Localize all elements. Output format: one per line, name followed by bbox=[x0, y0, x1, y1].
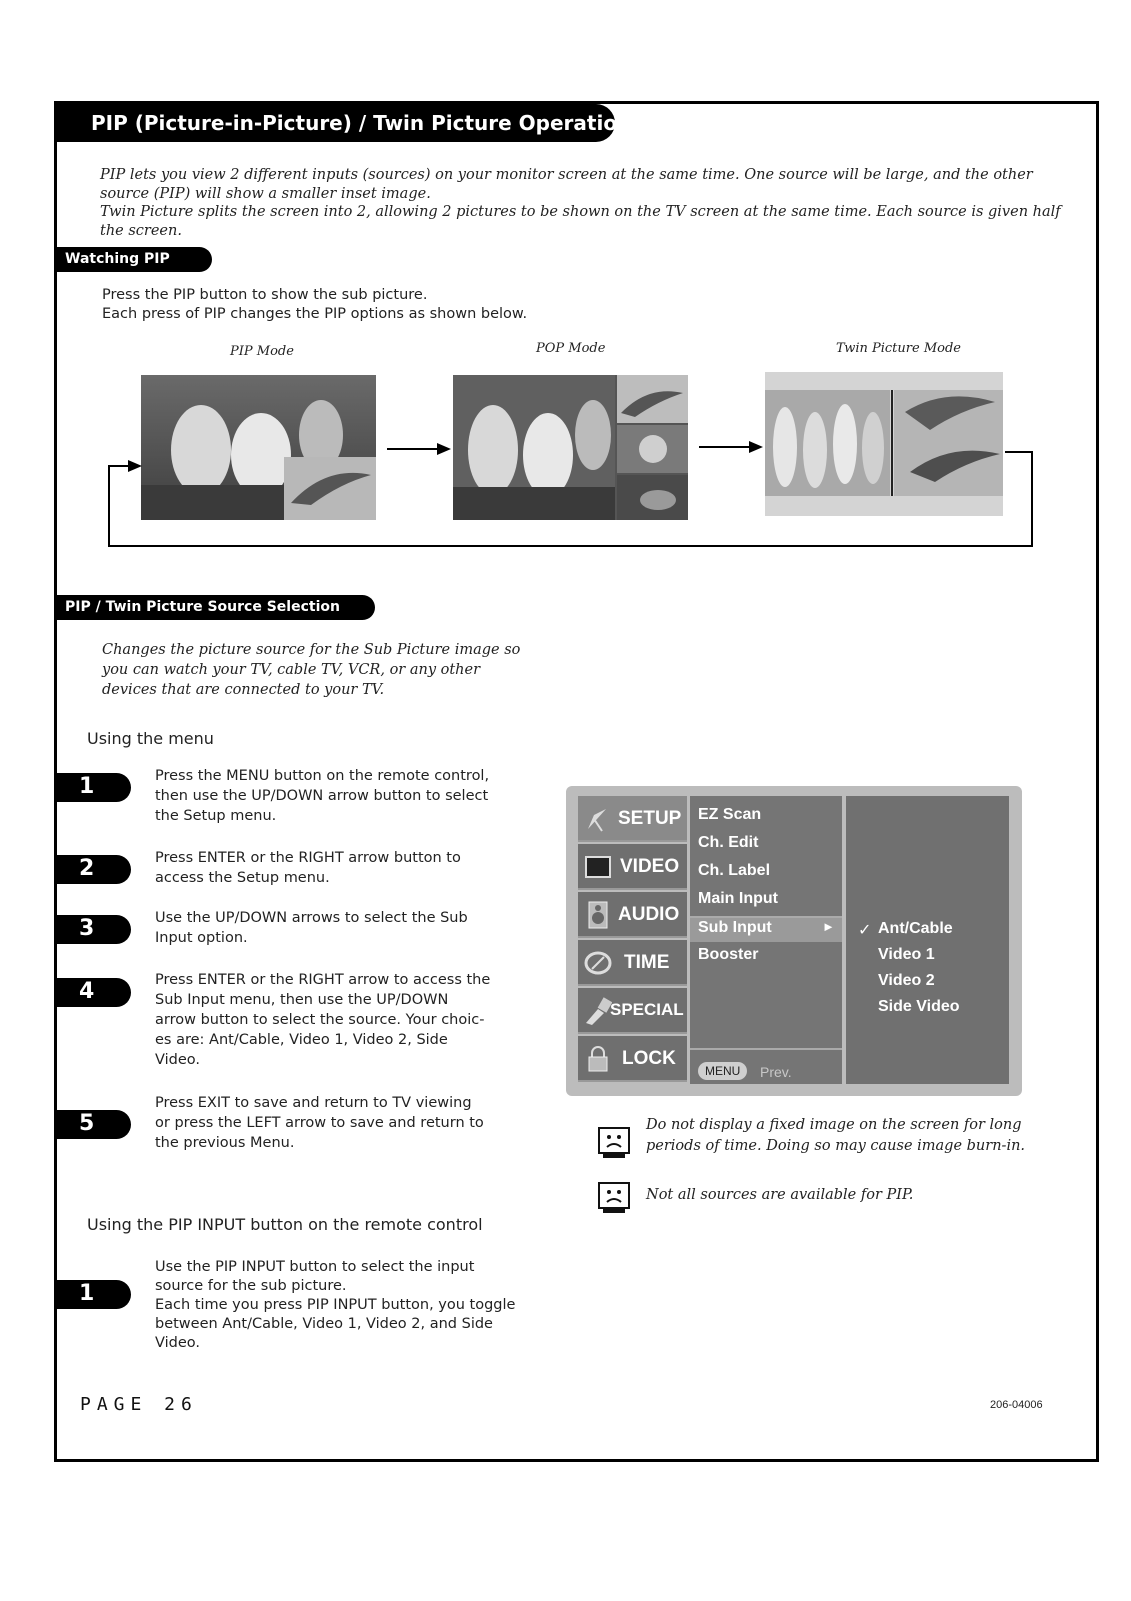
tab-setup[interactable]: SETUP bbox=[578, 796, 687, 842]
arrowhead-loop bbox=[128, 460, 142, 472]
note-1-line-2: periods of time. Doing so may cause image burn-in. bbox=[646, 1138, 1026, 1154]
option-video-2[interactable]: Video 2 bbox=[878, 972, 935, 989]
loop-line-right bbox=[1031, 451, 1033, 547]
menu-separator bbox=[690, 916, 842, 918]
menu-tab-column bbox=[578, 796, 687, 1084]
source-desc-3: devices that are connected to your TV. bbox=[102, 682, 385, 698]
arrowhead-pip-to-pop bbox=[437, 443, 451, 455]
option-side-video[interactable]: Side Video bbox=[878, 998, 960, 1015]
document-code: 206-04006 bbox=[990, 1399, 1043, 1411]
arrow-pip-to-pop bbox=[387, 448, 439, 450]
loop-line-left bbox=[108, 465, 110, 547]
mode-label-pop: POP Mode bbox=[536, 341, 606, 356]
tab-audio[interactable]: AUDIO bbox=[578, 892, 687, 938]
step-3-badge: 3 bbox=[55, 915, 131, 944]
pip-step-1-badge: 1 bbox=[55, 1280, 131, 1309]
tab-video[interactable]: VIDEO bbox=[578, 844, 687, 890]
key-tag-icon bbox=[584, 997, 612, 1025]
step-3-text: Use the UP/DOWN arrows to select the Sub Input option. bbox=[155, 910, 468, 946]
menu-item-booster[interactable]: Booster bbox=[698, 946, 759, 963]
sad-tv-icon bbox=[597, 1126, 631, 1160]
step-5-text: Press EXIT to save and return to TV viewing or press the LEFT arrow to save and return to the previous Menu. bbox=[155, 1095, 484, 1151]
setup-items-column bbox=[690, 796, 842, 1084]
watching-line-1: Press the PIP button to show the sub picture. bbox=[102, 287, 428, 303]
monitor-icon bbox=[584, 853, 612, 881]
intro-line-2: source (PIP) will show a smaller inset image. bbox=[100, 186, 431, 202]
intro-line-3: Twin Picture splits the screen into 2, allowing 2 pictures to be shown on the TV screen at the same time. Each source is given half bbox=[100, 204, 1061, 220]
using-pip-input-heading: Using the PIP INPUT button on the remote control bbox=[87, 1215, 483, 1234]
step-4-badge: 4 bbox=[55, 978, 131, 1007]
section-heading-source-selection: PIP / Twin Picture Source Selection bbox=[55, 595, 375, 620]
prev-label: Prev. bbox=[760, 1064, 792, 1080]
note-1-line-1: Do not display a fixed image on the screen for long bbox=[646, 1117, 1022, 1133]
arrow-pop-to-twin bbox=[699, 446, 751, 448]
menu-item-ez-scan[interactable]: EZ Scan bbox=[698, 806, 762, 823]
setup-menu-screenshot bbox=[566, 786, 1022, 1096]
submenu-arrow-icon: ► bbox=[822, 919, 835, 934]
loop-line-left-top bbox=[108, 465, 130, 467]
tab-special[interactable]: SPECIAL bbox=[578, 988, 687, 1034]
menu-separator-bottom bbox=[690, 1048, 842, 1050]
satellite-dish-icon bbox=[584, 805, 612, 833]
sub-input-options-column bbox=[846, 796, 1009, 1084]
using-menu-heading: Using the menu bbox=[87, 729, 214, 748]
menu-item-main-input[interactable]: Main Input bbox=[698, 890, 778, 907]
section-heading-watching-pip: Watching PIP bbox=[55, 247, 212, 272]
watching-line-2: Each press of PIP changes the PIP options as shown below. bbox=[102, 306, 528, 322]
pop-mode-image bbox=[453, 375, 688, 520]
menu-key-badge: MENU bbox=[698, 1062, 747, 1080]
step-4-text: Press ENTER or the RIGHT arrow to access the Sub Input menu, then use the UP/DOWN arrow button to select the source. Your choic- es are: Ant/Cable, Video 1, Video 2, Side Video. bbox=[155, 972, 491, 1068]
source-desc-1: Changes the picture source for the Sub Picture image so bbox=[102, 642, 521, 658]
page-title: PIP (Picture-in-Picture) / Twin Picture Operation bbox=[55, 104, 615, 142]
clock-icon bbox=[584, 949, 612, 977]
tab-lock[interactable]: LOCK bbox=[578, 1036, 687, 1082]
speaker-icon bbox=[584, 901, 612, 929]
intro-line-4: the screen. bbox=[100, 223, 182, 239]
step-2-text: Press ENTER or the RIGHT arrow button to access the Setup menu. bbox=[155, 850, 461, 886]
page-number: PAGE 26 bbox=[80, 1394, 198, 1415]
mode-label-twin: Twin Picture Mode bbox=[836, 341, 961, 356]
arrowhead-pop-to-twin bbox=[749, 441, 763, 453]
checkmark-icon: ✓ bbox=[858, 920, 872, 939]
mode-label-pip: PIP Mode bbox=[230, 344, 294, 359]
menu-item-ch-label[interactable]: Ch. Label bbox=[698, 862, 771, 879]
padlock-icon bbox=[584, 1045, 612, 1073]
tab-time[interactable]: TIME bbox=[578, 940, 687, 986]
source-desc-2: you can watch your TV, cable TV, VCR, or any other bbox=[102, 662, 481, 678]
menu-item-ch-edit[interactable]: Ch. Edit bbox=[698, 834, 759, 851]
option-ant-cable[interactable]: Ant/Cable bbox=[878, 920, 953, 937]
twin-picture-mode-image bbox=[765, 372, 1003, 516]
sad-tv-icon bbox=[597, 1181, 631, 1215]
intro-line-1: PIP lets you view 2 different inputs (sources) on your monitor screen at the same time. One source will be large, and the other bbox=[100, 167, 1033, 183]
note-2: Not all sources are available for PIP. bbox=[646, 1187, 914, 1203]
loop-line-bottom bbox=[108, 545, 1033, 547]
step-1-badge: 1 bbox=[55, 773, 131, 802]
option-video-1[interactable]: Video 1 bbox=[878, 946, 935, 963]
step-2-badge: 2 bbox=[55, 855, 131, 884]
step-5-badge: 5 bbox=[55, 1110, 131, 1139]
step-1-text: Press the MENU button on the remote control, then use the UP/DOWN arrow button to select the Setup menu. bbox=[155, 768, 490, 824]
menu-item-sub-input[interactable]: Sub Input bbox=[698, 919, 772, 936]
pip-step-1-text: Use the PIP INPUT button to select the input source for the sub picture. Each time you press PIP INPUT button, you toggle between Ant/Cable, Video 1, Video 2, and Side Video. bbox=[155, 1259, 516, 1351]
pip-mode-image bbox=[141, 375, 376, 520]
loop-line-right-top bbox=[1005, 451, 1033, 453]
